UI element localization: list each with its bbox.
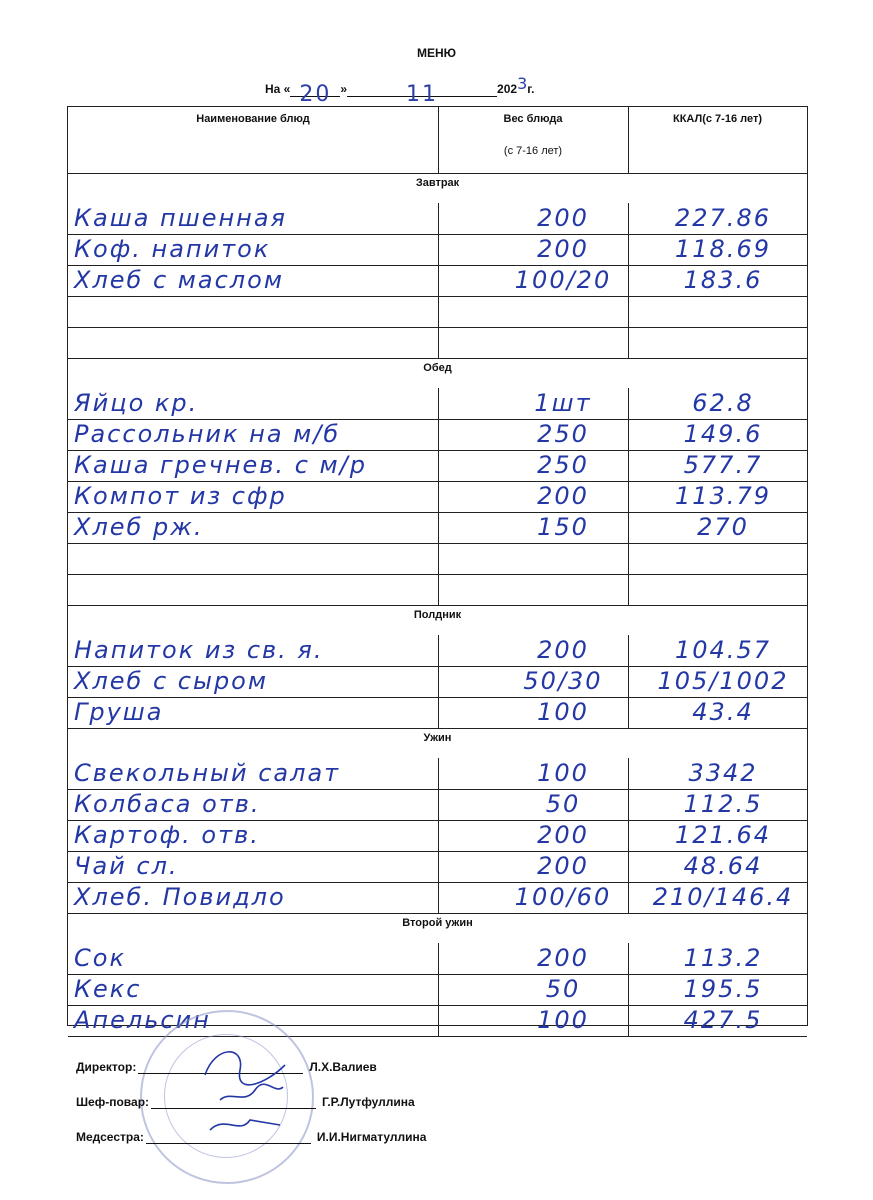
cell-dish: Чай сл. <box>74 852 179 880</box>
cell-weight: 50 <box>545 790 581 818</box>
cell-dish: Напиток из св. я. <box>74 636 324 664</box>
cell-weight: 200 <box>537 636 589 664</box>
cell-weight: 200 <box>537 852 589 880</box>
cell-dish: Колбаса отв. <box>74 790 261 818</box>
month-value: 11 <box>406 82 439 107</box>
cell-kcal: 195.5 <box>683 975 763 1003</box>
row-divider <box>68 913 807 914</box>
cell-dish: Груша <box>74 698 164 726</box>
cell-kcal: 3342 <box>688 759 758 787</box>
cell-weight: 200 <box>537 235 589 263</box>
menu-table <box>67 106 808 1034</box>
cell-dish: Хлеб с маслом <box>74 266 284 294</box>
column-header-weight-age: (с 7-16 лет) <box>503 145 563 157</box>
cell-weight: 50 <box>545 975 581 1003</box>
column-divider <box>438 203 439 358</box>
row-divider <box>68 605 807 606</box>
cell-dish: Апельсин <box>74 1006 211 1034</box>
column-divider <box>438 635 439 728</box>
cell-weight: 200 <box>537 944 589 972</box>
cell-dish: Свекольный салат <box>74 759 341 787</box>
cell-dish: Хлеб. Повидло <box>74 883 286 911</box>
signature-role: Шеф-повар: <box>76 1095 150 1109</box>
cell-kcal: 105/1002 <box>657 667 789 695</box>
cell-kcal: 121.64 <box>675 821 771 849</box>
column-header-dish: Наименование блюд <box>196 113 310 125</box>
section-heading: Обед <box>423 362 452 374</box>
cell-weight: 100/20 <box>514 266 612 294</box>
column-header-weight: Вес блюда <box>503 113 563 125</box>
section-heading: Полдник <box>413 609 462 621</box>
signature-name: Л.Х.Валиев <box>309 1060 377 1074</box>
signature-name: Г.Р.Лутфуллина <box>322 1095 415 1109</box>
year-suffix: г. <box>527 82 535 96</box>
cell-weight: 150 <box>537 513 589 541</box>
cell-weight: 1шт <box>534 389 592 417</box>
month-blank <box>347 80 497 107</box>
cell-weight: 250 <box>537 451 589 479</box>
cell-kcal: 427.5 <box>683 1006 763 1034</box>
page-title: МЕНЮ <box>416 46 457 60</box>
cell-kcal: 62.8 <box>692 389 754 417</box>
cell-weight: 250 <box>537 420 589 448</box>
day-blank <box>290 80 340 107</box>
column-divider <box>438 388 439 605</box>
cell-weight: 200 <box>537 482 589 510</box>
cell-kcal: 113.2 <box>683 944 763 972</box>
cell-weight: 50/30 <box>523 667 603 695</box>
column-divider <box>438 943 439 1036</box>
cell-kcal: 183.6 <box>683 266 763 294</box>
cell-kcal: 210/146.4 <box>652 883 794 911</box>
cell-dish: Сок <box>74 944 126 972</box>
cell-kcal: 118.69 <box>675 235 771 263</box>
cell-kcal: 227.86 <box>675 204 771 232</box>
cell-weight: 100 <box>537 759 589 787</box>
column-divider <box>438 758 439 913</box>
section-heading: Завтрак <box>415 177 460 189</box>
cell-weight: 200 <box>537 821 589 849</box>
signature-role: Директор: <box>76 1060 137 1074</box>
section-heading: Ужин <box>423 732 452 744</box>
cell-dish: Каша пшенная <box>74 204 287 232</box>
date-line <box>265 74 535 107</box>
cell-weight: 100 <box>537 698 589 726</box>
date-mid: » <box>340 82 348 96</box>
cell-weight: 200 <box>537 204 589 232</box>
column-divider <box>438 107 439 173</box>
cell-dish: Кекс <box>74 975 142 1003</box>
cell-dish: Коф. напиток <box>74 235 271 263</box>
cell-dish: Яйцо кр. <box>74 389 199 417</box>
cell-weight: 100 <box>537 1006 589 1034</box>
row-divider <box>68 358 807 359</box>
cell-dish: Картоф. отв. <box>74 821 260 849</box>
cell-kcal: 43.4 <box>692 698 754 726</box>
section-heading: Второй ужин <box>402 917 473 929</box>
signature-role: Медсестра: <box>76 1130 144 1144</box>
cell-kcal: 149.6 <box>683 420 763 448</box>
cell-kcal: 113.79 <box>675 482 771 510</box>
cell-dish: Рассольник на м/б <box>74 420 341 448</box>
year-digit: 3 <box>517 74 528 93</box>
year-prefix: 202 <box>497 82 518 96</box>
cell-kcal: 270 <box>697 513 749 541</box>
column-header-kcal: ККАЛ(с 7-16 лет) <box>673 113 762 125</box>
cell-kcal: 112.5 <box>683 790 763 818</box>
row-divider <box>68 173 807 174</box>
column-divider <box>628 107 629 173</box>
cell-dish: Хлеб с сыром <box>74 667 268 695</box>
day-value: 20 <box>299 82 332 107</box>
date-prefix: На « <box>265 82 291 96</box>
cell-kcal: 48.64 <box>683 852 763 880</box>
signature-name: И.И.Нигматуллина <box>316 1130 427 1144</box>
cell-kcal: 577.7 <box>683 451 763 479</box>
row-divider <box>68 728 807 729</box>
signature-icon <box>185 1035 295 1145</box>
cell-dish: Каша гречнев. с м/р <box>74 451 367 479</box>
cell-weight: 100/60 <box>514 883 612 911</box>
cell-kcal: 104.57 <box>675 636 771 664</box>
cell-dish: Компот из сфр <box>74 482 287 510</box>
cell-dish: Хлеб рж. <box>74 513 204 541</box>
